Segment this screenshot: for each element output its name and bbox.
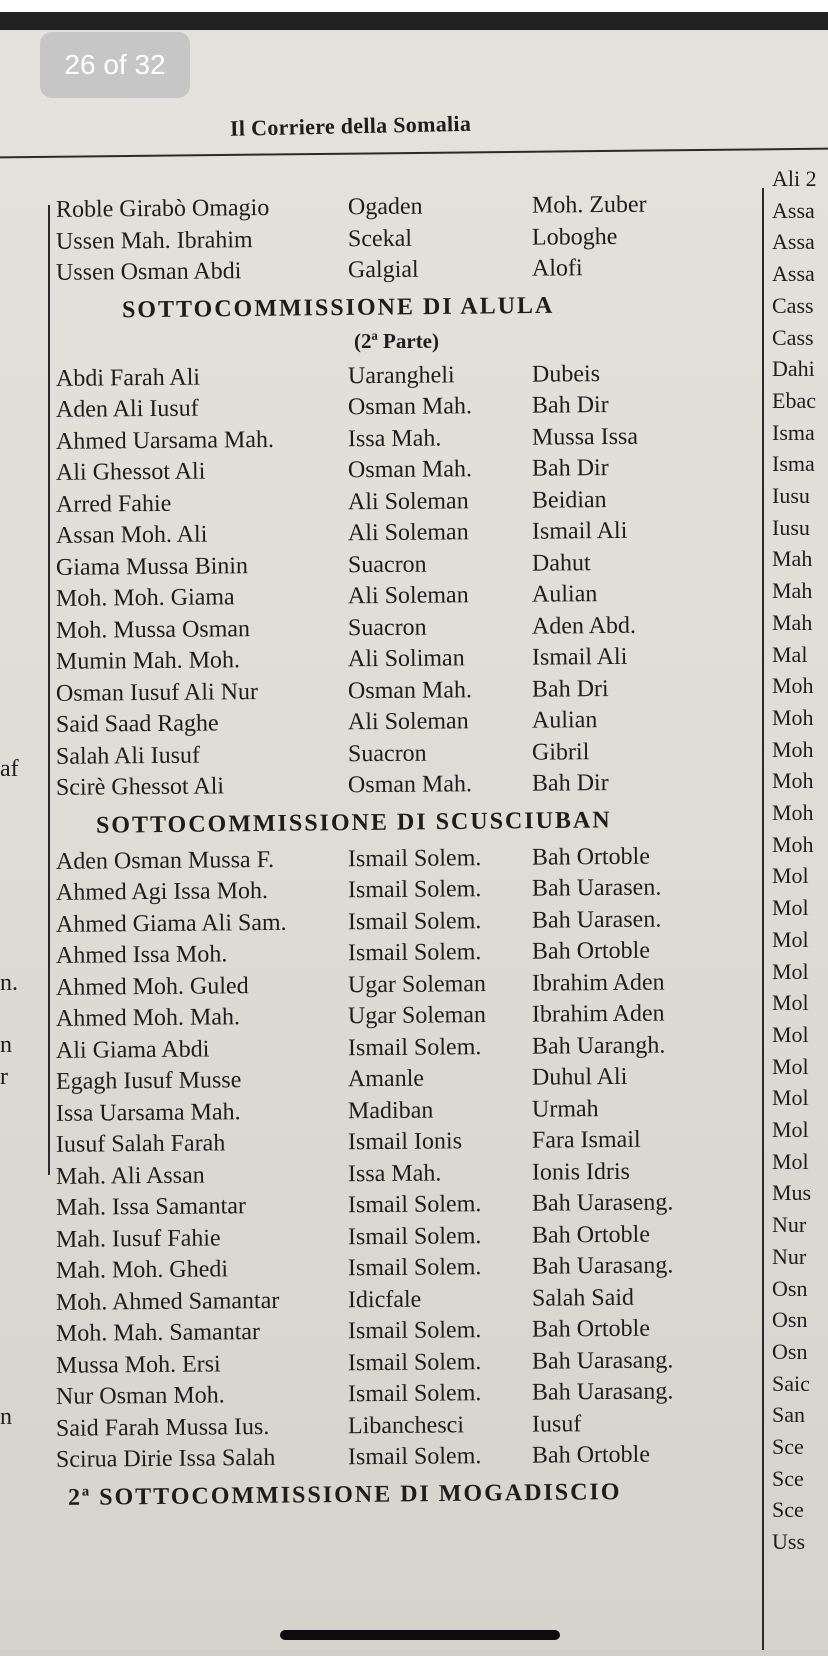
- table-row: [0, 222, 760, 259]
- clan-cell: Ismail Solem.: [347, 907, 482, 935]
- subclan-cell: Dahut: [531, 549, 591, 577]
- subclan-cell: Alofi: [531, 255, 583, 282]
- table-row: [0, 706, 760, 743]
- person-name-cell: Giama Mussa Binin: [55, 552, 249, 581]
- subclan-cell: Salah Said: [531, 1284, 635, 1312]
- clan-cell: Ismail Ionis: [347, 1128, 463, 1156]
- table-row: [0, 359, 760, 396]
- table-row: [0, 1157, 760, 1194]
- clan-cell: Galgial: [347, 256, 419, 284]
- table-row: [0, 737, 760, 774]
- subclan-cell: Bah Ortoble: [531, 1315, 651, 1343]
- person-name-cell: Ahmed Uarsama Mah.: [55, 426, 275, 455]
- right-column-fragment: Cass: [772, 292, 814, 318]
- right-column-fragment: Ali 2: [772, 166, 817, 191]
- subclan-cell: Bah Uarangh.: [531, 1032, 666, 1060]
- margin-fragment: n: [0, 1032, 12, 1058]
- subclan-cell: Bah Uaraseng.: [531, 1189, 674, 1217]
- person-name-cell: Nur Osman Moh.: [55, 1382, 225, 1410]
- table-row: [0, 517, 760, 554]
- subclan-cell: Loboghe: [531, 223, 618, 251]
- right-column-fragment: Moh: [772, 673, 814, 699]
- subclan-cell: Urmah: [531, 1095, 599, 1123]
- subclan-cell: Ibrahim Aden: [531, 969, 665, 997]
- clan-cell: Ismail Solem.: [347, 1317, 482, 1345]
- right-column-fragment: Mol: [772, 990, 809, 1016]
- person-name-cell: Said Saad Raghe: [55, 710, 219, 738]
- right-column-fragment: Mol: [772, 1117, 809, 1142]
- clan-cell: Ugar Soleman: [347, 970, 487, 998]
- person-name-cell: Ahmed Agi Issa Moh.: [55, 877, 269, 906]
- right-column-fragment: Nur: [772, 1243, 807, 1269]
- margin-fragment: r: [0, 1064, 8, 1090]
- subclan-cell: Aden Abd.: [531, 612, 637, 640]
- person-name-cell: Arred Fahie: [55, 490, 172, 518]
- right-column-fragment: Mol: [772, 863, 809, 889]
- right-column-fragment: San: [772, 1402, 805, 1428]
- subclan-cell: Bah Ortoble: [531, 1221, 651, 1249]
- clan-cell: Ismail Solem.: [347, 1254, 482, 1282]
- table-row: [0, 1220, 760, 1257]
- clan-cell: Ali Soleman: [347, 708, 469, 736]
- right-column-fragment: Osn: [772, 1338, 808, 1364]
- person-name-cell: Ahmed Giama Ali Sam.: [55, 909, 287, 938]
- subclan-cell: Aulian: [531, 581, 598, 608]
- clan-cell: Issa Mah.: [347, 424, 442, 452]
- person-name-cell: Issa Uarsama Mah.: [55, 1098, 241, 1127]
- table-row: [0, 191, 760, 228]
- person-name-cell: Roble Girabò Omagio: [55, 194, 270, 223]
- right-column-fragment: Sce: [772, 1497, 804, 1523]
- right-column-fragment: Dahi: [772, 356, 815, 382]
- clan-cell: Osman Mah.: [347, 771, 473, 799]
- subclan-cell: Iusuf: [531, 1410, 582, 1438]
- table-row: [0, 1283, 760, 1320]
- table-row: [0, 548, 760, 585]
- section-subheader: (2ª Parte): [354, 328, 439, 353]
- clan-cell: Ismail Solem.: [347, 1348, 482, 1376]
- subclan-cell: Gibril: [531, 738, 590, 766]
- subclan-cell: Bah Uarasang.: [531, 1346, 674, 1375]
- subclan-cell: Bah Ortoble: [531, 937, 651, 965]
- person-name-cell: Said Farah Mussa Ius.: [55, 1413, 270, 1442]
- right-column-fragment: Isma: [772, 451, 815, 477]
- section-header: SOTTOCOMMISSIONE DI SCUSCIUBAN: [95, 806, 612, 839]
- person-name-cell: Ahmed Moh. Guled: [55, 972, 249, 1001]
- subclan-cell: Bah Uarasang.: [531, 1378, 674, 1406]
- subclan-cell: Bah Uarasang.: [531, 1252, 674, 1280]
- person-name-cell: Mussa Moh. Ersi: [55, 1350, 221, 1379]
- margin-fragment: n: [0, 1404, 12, 1430]
- clan-cell: Ali Soleman: [347, 519, 469, 547]
- clan-cell: Scekal: [347, 225, 413, 252]
- right-column-fragment: Assa: [772, 229, 815, 255]
- table-row: [0, 1346, 760, 1383]
- right-column-fragment: Ebac: [772, 387, 816, 413]
- subclan-cell: Fara Ismail: [531, 1126, 641, 1154]
- subclan-cell: Bah Dir: [531, 455, 609, 482]
- clan-cell: Amanle: [347, 1065, 425, 1093]
- right-column-fragment: Mol: [772, 958, 809, 984]
- right-column-fragment: Mah: [772, 578, 813, 604]
- person-name-cell: Mah. Iusuf Fahie: [55, 1224, 221, 1253]
- table-row: [0, 643, 760, 680]
- person-name-cell: Ussen Mah. Ibrahim: [55, 226, 253, 255]
- table-row: [0, 1252, 760, 1289]
- person-name-cell: Ahmed Moh. Mah.: [55, 1004, 241, 1032]
- subclan-cell: Bah Dir: [531, 770, 609, 797]
- person-name-cell: Ahmed Issa Moh.: [55, 941, 228, 969]
- clan-cell: Issa Mah.: [347, 1159, 442, 1187]
- person-name-cell: Moh. Ahmed Samantar: [55, 1287, 280, 1316]
- person-name-cell: Aden Osman Mussa F.: [55, 846, 275, 875]
- subclan-cell: Dubeis: [531, 360, 601, 388]
- table-row: [0, 485, 760, 522]
- right-column-fragment: Assa: [772, 261, 815, 287]
- subclan-cell: Aulian: [531, 707, 598, 734]
- right-column-fragment: Moh: [772, 768, 814, 794]
- right-column-fragment: Iusu: [772, 483, 810, 508]
- right-column-fragment: Mah: [772, 546, 813, 572]
- subclan-cell: Bah Dir: [531, 392, 609, 419]
- subclan-cell: Bah Ortoble: [531, 843, 651, 871]
- person-name-cell: Aden Ali Iusuf: [55, 395, 199, 423]
- home-indicator[interactable]: [280, 1630, 560, 1640]
- person-name-cell: Moh. Mussa Osman: [55, 615, 251, 644]
- person-name-cell: Ali Giama Abdi: [55, 1035, 210, 1064]
- clan-cell: Uarangheli: [347, 361, 455, 389]
- clan-cell: Ali Soleman: [347, 487, 469, 515]
- table-row: [0, 422, 760, 459]
- table-row: [0, 1378, 760, 1415]
- right-column-fragment: Mol: [772, 1053, 809, 1079]
- right-column-fragment: Mol: [772, 926, 809, 952]
- right-column-fragment: Osn: [772, 1307, 808, 1333]
- bottom-strip: [0, 1650, 828, 1656]
- person-name-cell: Scirè Ghessot Ali: [55, 773, 225, 801]
- subclan-cell: Ismail Ali: [531, 517, 628, 545]
- person-name-cell: Moh. Mah. Samantar: [55, 1319, 261, 1347]
- section-header: SOTTOCOMMISSIONE DI ALULA: [121, 292, 555, 323]
- subclan-cell: Ibrahim Aden: [531, 1000, 665, 1028]
- table-row: [0, 391, 760, 428]
- person-name-cell: Abdi Farah Ali: [55, 364, 201, 392]
- subclan-cell: Mussa Issa: [531, 423, 639, 451]
- table-row: [0, 905, 760, 942]
- person-name-cell: Mah. Ali Assan: [55, 1162, 205, 1190]
- table-row: [0, 1409, 760, 1446]
- subclan-cell: Ismail Ali: [531, 643, 628, 671]
- subclan-cell: Bah Ortoble: [531, 1441, 651, 1469]
- right-column-fragment: Sce: [772, 1434, 804, 1459]
- clan-cell: Ismail Solem.: [347, 1380, 482, 1408]
- table-row: [0, 1441, 760, 1478]
- table-row: [0, 968, 760, 1005]
- subclan-cell: Duhul Ali: [531, 1063, 628, 1091]
- right-column-fragment: Saic: [772, 1370, 810, 1396]
- table-row: [0, 580, 760, 617]
- person-name-cell: Salah Ali Iusuf: [55, 742, 201, 770]
- right-column-fragment: Mus: [772, 1180, 812, 1206]
- clan-cell: Ismail Solem.: [347, 844, 482, 872]
- right-column-fragment: Moh: [772, 831, 814, 857]
- person-name-cell: Mah. Moh. Ghedi: [55, 1256, 229, 1284]
- clan-cell: Libanchesci: [347, 1411, 465, 1439]
- table-row: [0, 1063, 760, 1100]
- table-row: [0, 254, 760, 291]
- table-row: [0, 874, 760, 911]
- right-column-fragment: Mol: [772, 1148, 809, 1174]
- table-row: [0, 1000, 760, 1037]
- margin-fragment: af: [0, 756, 19, 782]
- subclan-cell: Bah Uarasen.: [531, 874, 662, 902]
- right-column-fragment: Iusu: [772, 514, 810, 540]
- person-name-cell: Scirua Dirie Issa Salah: [55, 1444, 276, 1473]
- person-name-cell: Mah. Issa Samantar: [55, 1193, 247, 1221]
- right-column-fragment: Assa: [772, 197, 815, 223]
- clan-cell: Osman Mah.: [347, 676, 473, 704]
- clan-cell: Ismail Solem.: [347, 1033, 482, 1061]
- table-row: [0, 611, 760, 648]
- person-name-cell: Moh. Moh. Giama: [55, 584, 235, 612]
- clan-cell: Suacron: [347, 614, 427, 641]
- subclan-cell: Bah Dri: [531, 675, 609, 703]
- right-column-fragment: Mal: [772, 641, 808, 667]
- page-indicator[interactable]: 26 of 32: [40, 32, 190, 98]
- right-column-fragment: Mol: [772, 1085, 809, 1111]
- person-name-cell: Iusuf Salah Farah: [55, 1130, 226, 1158]
- person-name-cell: Mumin Mah. Moh.: [55, 647, 241, 675]
- table-row: [0, 674, 760, 711]
- right-column-fragment: Uss: [772, 1529, 806, 1555]
- person-name-cell: Ussen Osman Abdi: [55, 258, 242, 286]
- right-column-fragment: Moh: [772, 704, 814, 730]
- table-row: [0, 1315, 760, 1352]
- right-column-fragment: Mol: [772, 895, 809, 921]
- table-row: [0, 769, 760, 806]
- person-name-cell: Egagh Iusuf Musse: [55, 1067, 242, 1095]
- margin-fragment: n.: [0, 970, 18, 996]
- person-name-cell: Assan Moh. Ali: [55, 521, 208, 549]
- right-column-fragment: Osn: [772, 1275, 808, 1301]
- clan-cell: Ugar Soleman: [347, 1002, 487, 1030]
- table-row: [0, 1031, 760, 1068]
- subclan-cell: Ionis Idris: [531, 1158, 631, 1186]
- clan-cell: Ismail Solem.: [347, 1222, 482, 1250]
- right-column-fragment: Cass: [772, 324, 814, 350]
- subclan-cell: Moh. Zuber: [531, 191, 647, 219]
- table-row: [0, 1126, 760, 1163]
- clan-cell: Madiban: [347, 1097, 434, 1124]
- clan-cell: Ismail Solem.: [347, 1191, 482, 1219]
- table-row: [0, 454, 760, 491]
- clan-cell: Ismail Solem.: [347, 939, 482, 967]
- clan-cell: Ismail Solem.: [347, 876, 482, 904]
- right-column-fragment: Moh: [772, 736, 814, 762]
- newspaper-masthead: Il Corriere della Somalia: [229, 110, 472, 141]
- right-column-fragment: Moh: [772, 800, 814, 825]
- right-column-fragment: Isma: [772, 419, 815, 445]
- right-column-fragment: Mol: [772, 1021, 809, 1047]
- table-row: [0, 1189, 760, 1226]
- clan-cell: Ali Soliman: [347, 645, 465, 673]
- clan-cell: Ali Soleman: [347, 582, 469, 610]
- table-row: [0, 1094, 760, 1131]
- right-column-fragment: Mah: [772, 609, 813, 635]
- person-name-cell: Ali Ghessot Ali: [55, 458, 206, 486]
- clan-cell: Suacron: [347, 551, 427, 578]
- clan-cell: Ogaden: [347, 193, 423, 221]
- clan-cell: Suacron: [347, 740, 427, 767]
- clan-cell: Osman Mah.: [347, 456, 473, 484]
- section-header: 2ª SOTTOCOMMISSIONE DI MOGADISCIO: [67, 1478, 622, 1511]
- right-column-fragment: Nur: [772, 1212, 807, 1238]
- clan-cell: Idicfale: [347, 1286, 422, 1313]
- person-name-cell: Osman Iusuf Ali Nur: [55, 678, 259, 707]
- table-row: [0, 842, 760, 879]
- clan-cell: Osman Mah.: [347, 393, 473, 421]
- subclan-cell: Bah Uarasen.: [531, 906, 662, 934]
- clan-cell: Ismail Solem.: [347, 1443, 482, 1471]
- right-column-fragment: Sce: [772, 1465, 804, 1491]
- subclan-cell: Beidian: [531, 486, 607, 514]
- table-row: [0, 937, 760, 974]
